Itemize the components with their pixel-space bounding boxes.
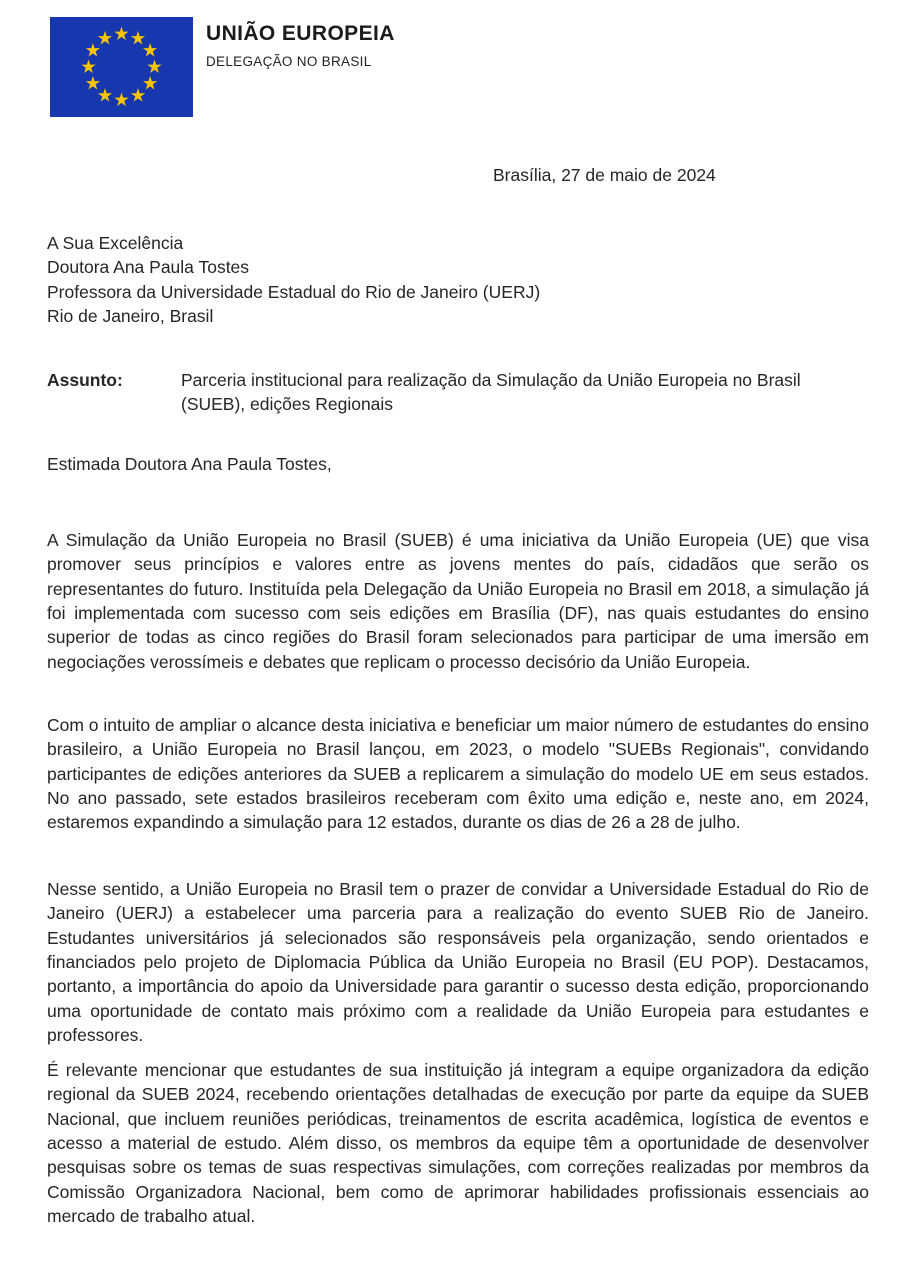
body-paragraph-2: Com o intuito de ampliar o alcance desta iniciativa e beneficiar um maior número de estudantes do ensino brasileiro, a União Europeia no Brasil lançou, em 2023, o modelo "SUEBs Regionais", convidando participantes de edições anteriores da SUEB a replicarem a simulação do modelo UE em seus estados. No ano passado, sete estados brasileiros receberam com êxito uma edição e, neste ano, em 2024, estaremos expandindo a simulação para 12 estados, durante os dias de 26 a 28 de julho. — [47, 715, 869, 833]
eu-flag-icon — [50, 17, 193, 117]
subject-label: Assunto: — [47, 370, 123, 390]
org-subtitle: DELEGAÇÃO NO BRASIL — [206, 54, 372, 69]
recipient-line-title: Professora da Universidade Estadual do Rio de Janeiro (UERJ) — [47, 281, 541, 302]
body-paragraph-1: A Simulação da União Europeia no Brasil (SUEB) é uma iniciativa da União Europeia (UE) que visa promover seus princípios e valores entre as jovens mentes do país, cidadãos que serão os representantes do futuro. Instituída pela Delegação da União Europeia no Brasil em 2018, a simulação já foi implementada com sucesso com seis edições em Brasília (DF), nas quais estudantes do ensino superior de todas as cinco regiões do Brasil foram selecionados para participar de uma imersão em negociações verossímeis e debates que replicam o processo decisório da União Europeia. — [47, 530, 869, 672]
org-name: UNIÃO EUROPEIA — [206, 22, 395, 45]
letterhead — [206, 22, 395, 69]
recipient-line-name: Doutora Ana Paula Tostes — [47, 257, 250, 278]
subject-row — [47, 368, 869, 417]
body-paragraph-4: É relevante mencionar que estudantes de sua instituição já integram a equipe organizadora da edição regional da SUEB 2024, recebendo orientações detalhadas de execução por parte da equipe da SUEB Nacional, que incluem reuniões periódicas, treinamentos de escrita acadêmica, logística de eventos e acesso a material de estudo. Além disso, os membros da equipe têm a oportunidade de desenvolver pesquisas sobre os temas de suas respectivas simulações, com correções realizadas por membros da Comissão Organizadora Nacional, bem como de aprimorar habilidades profissionais essenciais ao mercado de trabalho atual. — [47, 1060, 869, 1227]
subject-text: Parceria institucional para realização da Simulação da União Europeia no Brasil (SUEB), edições Regionais — [181, 370, 801, 415]
body-paragraph-3: Nesse sentido, a União Europeia no Brasil tem o prazer de convidar a Universidade Estadual do Rio de Janeiro (UERJ) a estabelecer uma parceria para a realização do evento SUEB Rio de Janeiro. Estudantes universitários já selecionados são responsáveis pela organização, sendo orientados e financiados pelo projeto de Diplomacia Pública da União Europeia no Brasil (EU POP). Destacamos, portanto, a importância do apoio da Universidade para garantir o sucesso desta edição, proporcionando uma oportunidade de contato mais próximo com a realidade da União Europeia para estudantes e professores. — [47, 879, 869, 1046]
salutation: Estimada Doutora Ana Paula Tostes, — [47, 454, 332, 474]
recipient-block — [47, 231, 540, 328]
recipient-line-city: Rio de Janeiro, Brasil — [47, 305, 214, 326]
recipient-line-honorific: A Sua Excelência — [47, 233, 184, 253]
place-date-line: Brasília, 27 de maio de 2024 — [493, 165, 716, 185]
